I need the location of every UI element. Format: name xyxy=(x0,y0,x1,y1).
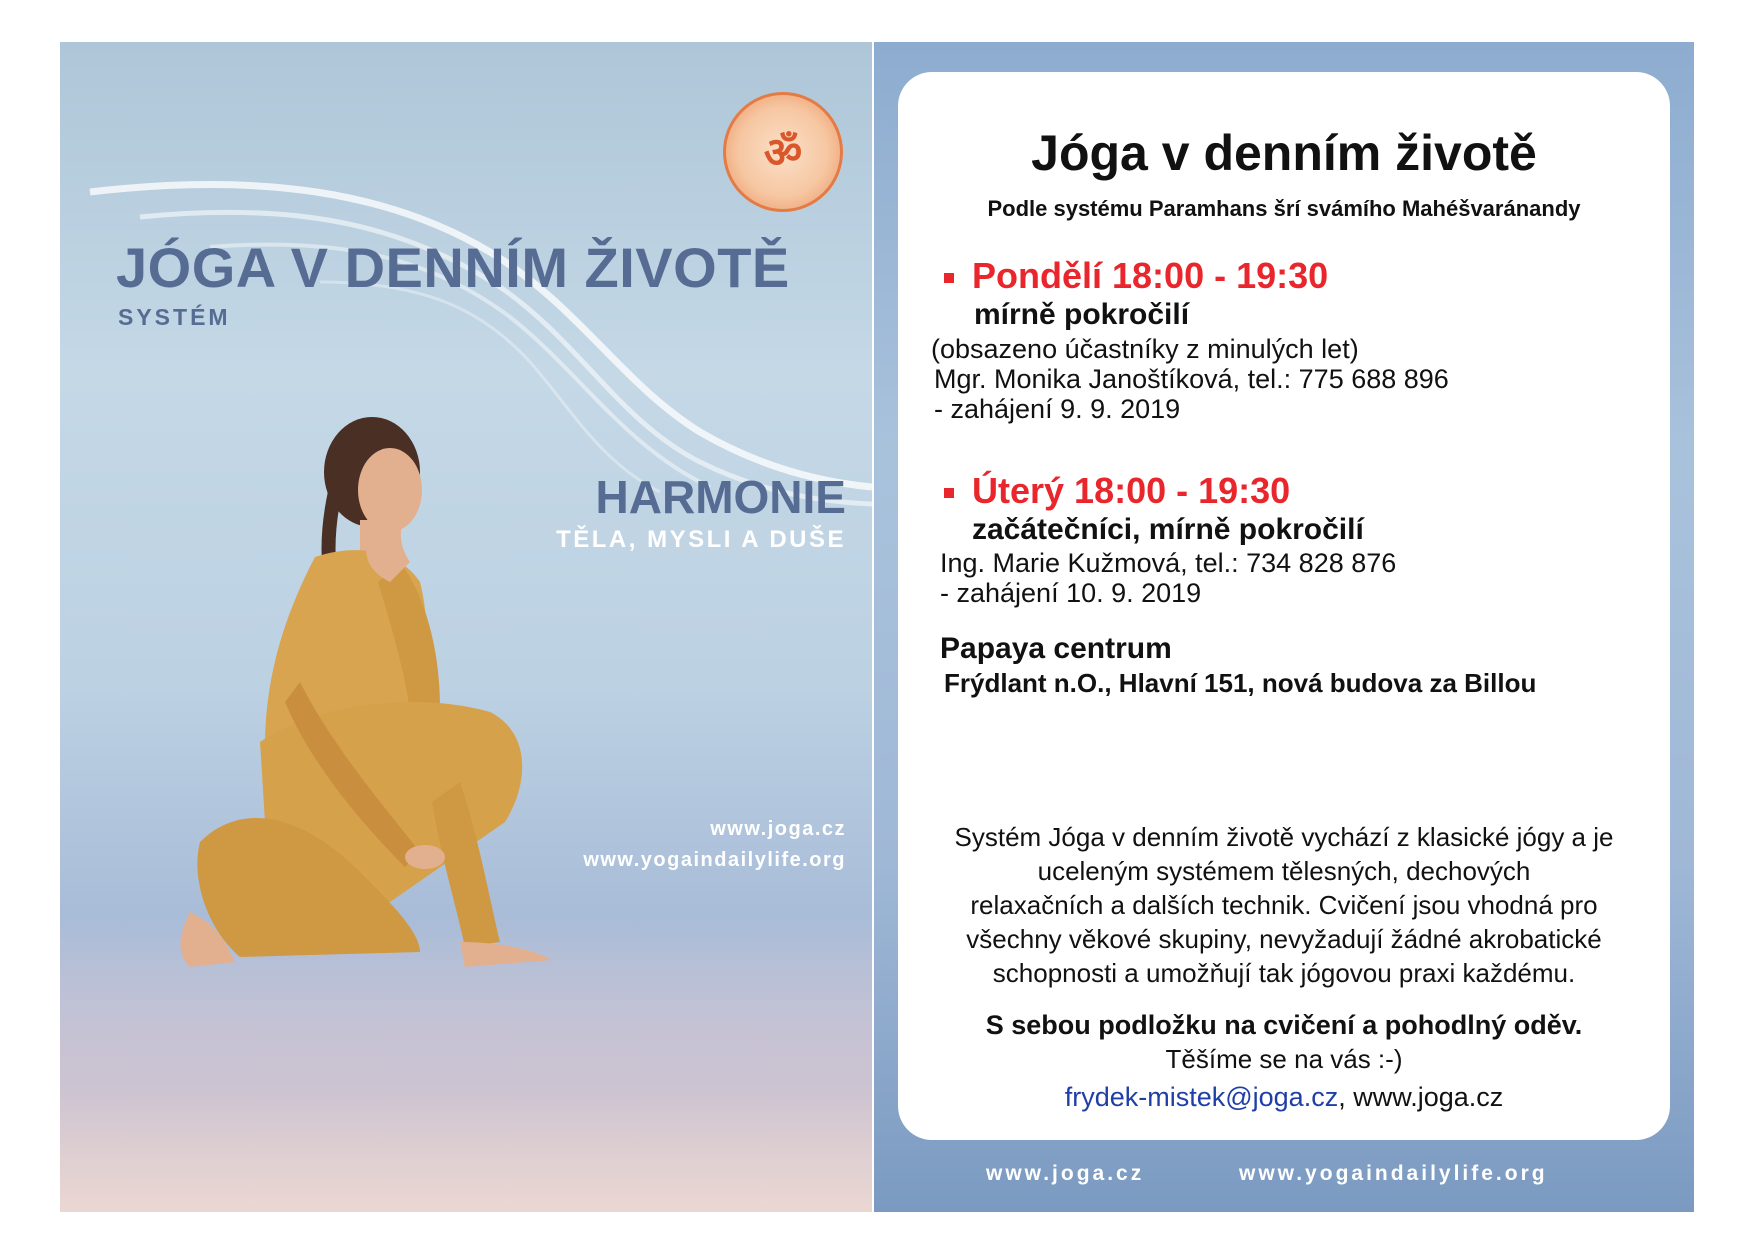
footer-url-joga[interactable]: www.joga.cz xyxy=(986,1162,1145,1185)
footer-url-yogaindailylife[interactable]: www.yogaindailylife.org xyxy=(1239,1162,1548,1185)
description-line: všechny věkové skupiny, nevyžadují žádné akrobatické xyxy=(966,924,1602,954)
greeting: Těšíme se na vás :-) xyxy=(1165,1044,1403,1074)
session2-level: začátečníci, mírně pokročilí xyxy=(972,513,1364,546)
flyer-title: Jóga v denním životě xyxy=(1031,125,1537,181)
panel-footer xyxy=(874,1154,1694,1194)
flyer-subtitle: Podle systému Paramhans šrí svámího Mahéšvaránandy xyxy=(987,196,1581,221)
poster-url-joga[interactable]: www.joga.cz xyxy=(710,818,846,840)
description-line: uceleným systémem tělesných, dechových xyxy=(1037,856,1531,886)
venue-address: Frýdlant n.O., Hlavní 151, nová budova za Billou xyxy=(944,668,1537,698)
session1-heading: Pondělí 18:00 - 19:30 xyxy=(972,255,1329,296)
poster-title: JÓGA V DENNÍM ŽIVOTĚ xyxy=(116,236,790,299)
info-card xyxy=(898,72,1670,1140)
session1-teacher: Mgr. Monika Janoštíková, tel.: 775 688 896 xyxy=(934,364,1449,394)
session1-level: mírně pokročilí xyxy=(974,298,1190,331)
session1-note: (obsazeno účastníky z minulých let) xyxy=(931,334,1359,364)
om-symbol: ॐ xyxy=(763,128,803,177)
poster xyxy=(60,42,872,1212)
description xyxy=(898,820,1670,990)
info-panel xyxy=(874,42,1694,1212)
bullet-icon xyxy=(944,488,954,498)
session1-start: - zahájení 9. 9. 2019 xyxy=(934,394,1181,424)
bring-note: S sebou podložku na cvičení a pohodlný oděv. xyxy=(985,1010,1583,1040)
description-line: relaxačních a dalších technik. Cvičení jsou vhodná pro xyxy=(970,890,1598,920)
session2-teacher: Ing. Marie Kužmová, tel.: 734 828 876 xyxy=(940,548,1397,578)
session2-start: - zahájení 10. 9. 2019 xyxy=(940,578,1202,608)
poster-urls xyxy=(583,814,846,876)
poster-subtitle: SYSTÉM xyxy=(118,304,231,330)
description-line: Systém Jóga v denním životě vychází z klasické jógy a je xyxy=(954,822,1614,852)
session2-heading: Úterý 18:00 - 19:30 xyxy=(972,470,1291,511)
description-line: schopnosti a umožňují tak jógovou praxi každému. xyxy=(992,958,1576,988)
email-link[interactable]: frydek-mistek@joga.cz xyxy=(1064,1082,1339,1112)
poster-harmonie-heading: HARMONIE xyxy=(595,471,846,523)
kneeling-woman-figure xyxy=(60,42,872,1212)
poster-url-yogaindailylife[interactable]: www.yogaindailylife.org xyxy=(583,849,846,871)
contact-line xyxy=(898,1082,1670,1113)
venue-name: Papaya centrum xyxy=(940,632,1172,665)
poster-harmonie-subheading: TĚLA, MYSLI A DUŠE xyxy=(556,526,846,553)
bullet-icon xyxy=(944,273,954,283)
contact-web: , www.joga.cz xyxy=(1338,1082,1504,1112)
